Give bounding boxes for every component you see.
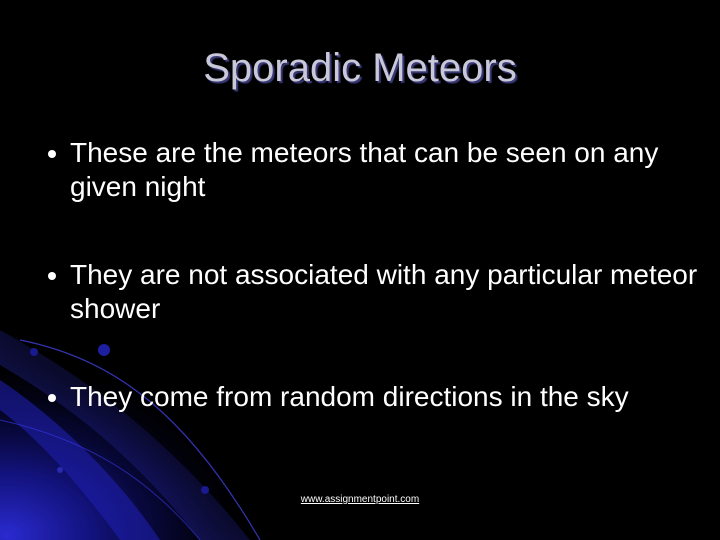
- bullet-item: [48, 380, 698, 414]
- bullet-dot-icon: [48, 272, 56, 280]
- bullet-item: [48, 258, 698, 326]
- slide-title: Sporadic Meteors: [203, 46, 517, 90]
- decorative-dot: [201, 486, 209, 494]
- bullet-text: These are the meteors that can be seen on any given night: [70, 137, 659, 202]
- bullet-text: They are not associated with any particular meteor shower: [70, 259, 698, 324]
- bullet-list: [48, 136, 698, 468]
- bullet-item: [48, 136, 698, 204]
- decorative-dot: [30, 348, 38, 356]
- footer-link[interactable]: www.assignmentpoint.com: [300, 494, 420, 505]
- bullet-text: They come from random directions in the sky: [70, 381, 629, 412]
- bullet-dot-icon: [48, 394, 56, 402]
- bullet-dot-icon: [48, 150, 56, 158]
